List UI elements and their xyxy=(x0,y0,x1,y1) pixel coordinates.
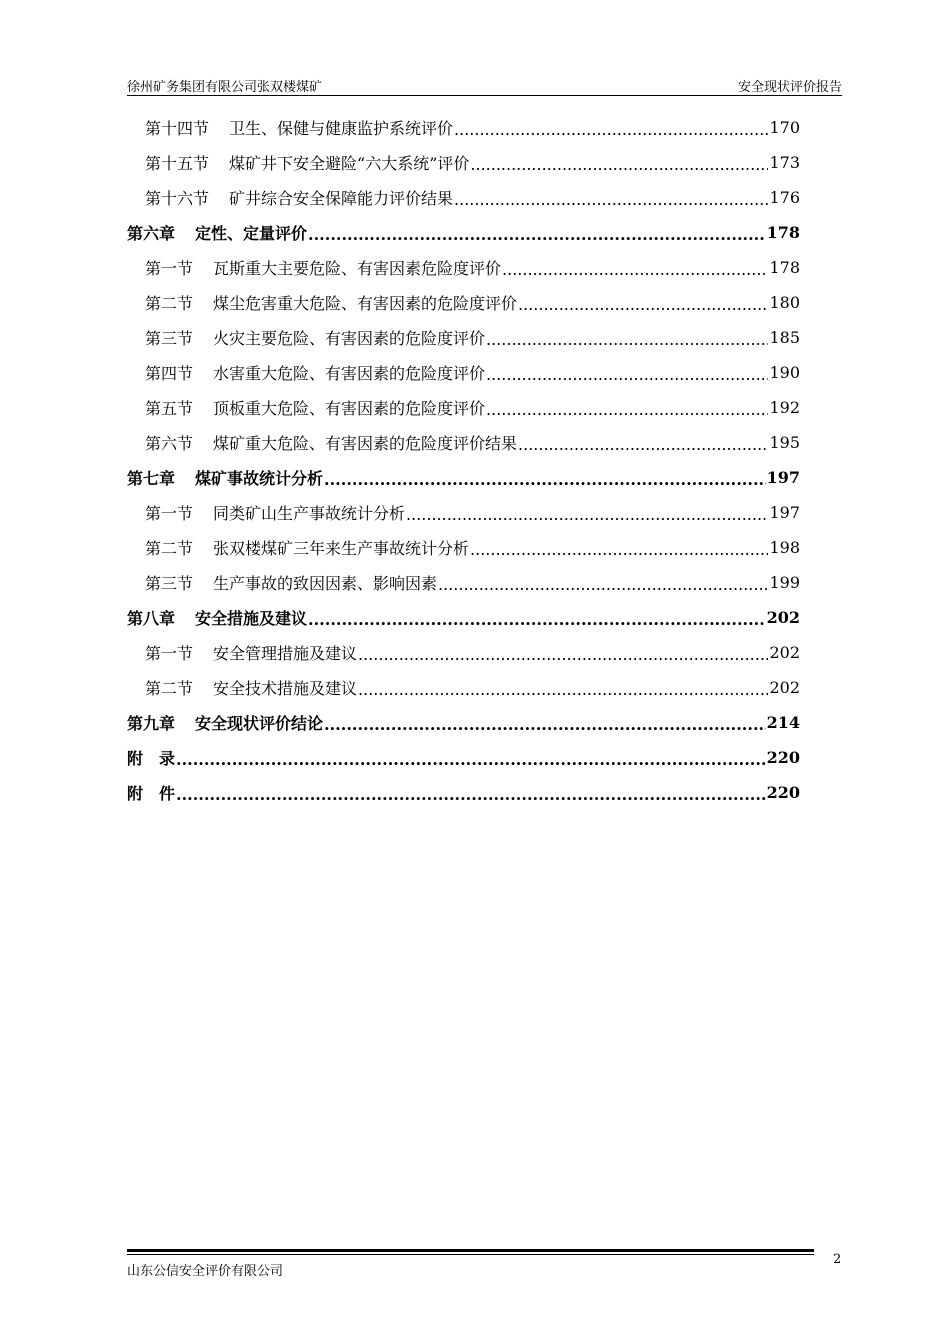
toc-entry-number: 第六章 xyxy=(127,224,176,243)
toc-entry-page: 199 xyxy=(769,573,800,592)
toc-entry-number: 第二节 xyxy=(145,679,194,698)
toc-chapter-entry[interactable] xyxy=(127,775,800,810)
toc-entry-number: 第八章 xyxy=(127,609,176,628)
toc-dot-leader xyxy=(406,505,768,524)
toc-section-entry[interactable] xyxy=(127,495,800,530)
toc-chapter-entry[interactable] xyxy=(127,600,800,635)
toc-section-entry[interactable] xyxy=(127,145,800,180)
toc-entry-number: 附 件 xyxy=(127,784,176,803)
footer-company: 山东公信安全评价有限公司 xyxy=(127,1264,284,1279)
toc-entry-page: 176 xyxy=(769,188,800,207)
toc-entry-number: 第九章 xyxy=(127,714,176,733)
table-of-contents xyxy=(127,110,800,810)
toc-chapter-entry[interactable] xyxy=(127,705,800,740)
toc-section-entry[interactable] xyxy=(127,110,800,145)
toc-entry-page: 214 xyxy=(766,713,800,732)
header-company: 徐州矿务集团有限公司张双楼煤矿 xyxy=(127,80,323,95)
toc-dot-leader xyxy=(518,295,768,314)
toc-entry-title: 煤矿事故统计分析 xyxy=(195,469,324,488)
toc-section-entry[interactable] xyxy=(127,565,800,600)
toc-dot-leader xyxy=(358,645,768,664)
toc-entry-number: 第三节 xyxy=(145,329,194,348)
toc-entry-page: 192 xyxy=(769,398,800,417)
toc-entry-page: 178 xyxy=(769,258,800,277)
toc-entry-page: 197 xyxy=(769,503,800,522)
toc-entry-number: 第一节 xyxy=(145,644,194,663)
toc-entry-title: 水害重大危险、有害因素的危险度评价 xyxy=(213,364,486,383)
toc-entry-page: 202 xyxy=(769,678,800,697)
toc-entry-number: 第十五节 xyxy=(145,154,210,173)
toc-entry-page: 197 xyxy=(766,468,800,487)
toc-section-entry[interactable] xyxy=(127,250,800,285)
toc-entry-title: 安全管理措施及建议 xyxy=(213,644,358,663)
toc-dot-leader xyxy=(486,400,768,419)
toc-entry-page: 220 xyxy=(766,783,800,802)
toc-dot-leader xyxy=(518,435,768,454)
toc-entry-title: 矿井综合安全保障能力评价结果 xyxy=(229,189,454,208)
toc-dot-leader xyxy=(470,155,768,174)
toc-chapter-entry[interactable] xyxy=(127,460,800,495)
toc-entry-title: 顶板重大危险、有害因素的危险度评价 xyxy=(213,399,486,418)
toc-entry-page: 202 xyxy=(766,608,800,627)
toc-entry-page: 173 xyxy=(769,153,800,172)
toc-entry-number: 附 录 xyxy=(127,749,176,768)
toc-dot-leader xyxy=(486,330,768,349)
header-report-title: 安全现状评价报告 xyxy=(737,80,842,95)
toc-entry-title: 煤矿重大危险、有害因素的危险度评价结果 xyxy=(213,434,518,453)
toc-section-entry[interactable] xyxy=(127,355,800,390)
toc-entry-title: 卫生、保健与健康监护系统评价 xyxy=(229,119,454,138)
toc-entry-title: 瓦斯重大主要危险、有害因素危险度评价 xyxy=(213,259,502,278)
toc-section-entry[interactable] xyxy=(127,425,800,460)
toc-dot-leader xyxy=(454,190,768,209)
toc-entry-title: 煤尘危害重大危险、有害因素的危险度评价 xyxy=(213,294,518,313)
toc-section-entry[interactable] xyxy=(127,635,800,670)
toc-entry-number: 第十四节 xyxy=(145,119,210,138)
toc-entry-page: 195 xyxy=(769,433,800,452)
toc-entry-page: 180 xyxy=(769,293,800,312)
toc-chapter-entry[interactable] xyxy=(127,740,800,775)
toc-entry-number: 第七章 xyxy=(127,469,176,488)
toc-section-entry[interactable] xyxy=(127,180,800,215)
toc-dot-leader xyxy=(502,260,768,279)
toc-dot-leader xyxy=(438,575,768,594)
toc-entry-title: 定性、定量评价 xyxy=(195,224,308,243)
toc-section-entry[interactable] xyxy=(127,530,800,565)
toc-entry-title: 安全技术措施及建议 xyxy=(213,679,358,698)
footer-divider-thick xyxy=(127,1249,814,1252)
toc-section-entry[interactable] xyxy=(127,390,800,425)
toc-entry-title: 安全现状评价结论 xyxy=(195,714,324,733)
toc-entry-number: 第十六节 xyxy=(145,189,210,208)
toc-dot-leader xyxy=(470,540,768,559)
toc-entry-title: 同类矿山生产事故统计分析 xyxy=(213,504,406,523)
toc-dot-leader xyxy=(324,470,766,489)
page-number: 2 xyxy=(833,1252,842,1267)
toc-entry-page: 220 xyxy=(766,748,800,767)
toc-entry-number: 第一节 xyxy=(145,259,194,278)
toc-chapter-entry[interactable] xyxy=(127,215,800,250)
toc-entry-number: 第五节 xyxy=(145,399,194,418)
toc-entry-number: 第三节 xyxy=(145,574,194,593)
toc-entry-page: 170 xyxy=(769,118,800,137)
toc-dot-leader xyxy=(358,680,768,699)
footer-divider-thin xyxy=(127,1254,814,1255)
page-header xyxy=(127,74,842,96)
toc-dot-leader xyxy=(486,365,768,384)
toc-entry-page: 190 xyxy=(769,363,800,382)
toc-entry-number: 第二节 xyxy=(145,294,194,313)
toc-entry-number: 第二节 xyxy=(145,539,194,558)
toc-entry-page: 202 xyxy=(769,643,800,662)
toc-section-entry[interactable] xyxy=(127,285,800,320)
toc-entry-page: 185 xyxy=(769,328,800,347)
toc-entry-number: 第六节 xyxy=(145,434,194,453)
toc-section-entry[interactable] xyxy=(127,320,800,355)
toc-entry-title: 张双楼煤矿三年来生产事故统计分析 xyxy=(213,539,470,558)
toc-entry-page: 198 xyxy=(769,538,800,557)
toc-entry-title: 火灾主要危险、有害因素的危险度评价 xyxy=(213,329,486,348)
toc-section-entry[interactable] xyxy=(127,670,800,705)
toc-dot-leader xyxy=(176,750,766,769)
toc-entry-title: 安全措施及建议 xyxy=(195,609,308,628)
toc-entry-number: 第四节 xyxy=(145,364,194,383)
toc-dot-leader xyxy=(176,785,766,804)
toc-entry-title: 生产事故的致因因素、影响因素 xyxy=(213,574,438,593)
toc-entry-number: 第一节 xyxy=(145,504,194,523)
header-divider xyxy=(127,95,842,96)
toc-dot-leader xyxy=(308,225,766,244)
toc-entry-page: 178 xyxy=(766,223,800,242)
toc-dot-leader xyxy=(308,610,766,629)
toc-dot-leader xyxy=(324,715,766,734)
toc-dot-leader xyxy=(454,120,768,139)
toc-entry-title: 煤矿井下安全避险“六大系统”评价 xyxy=(229,154,470,173)
